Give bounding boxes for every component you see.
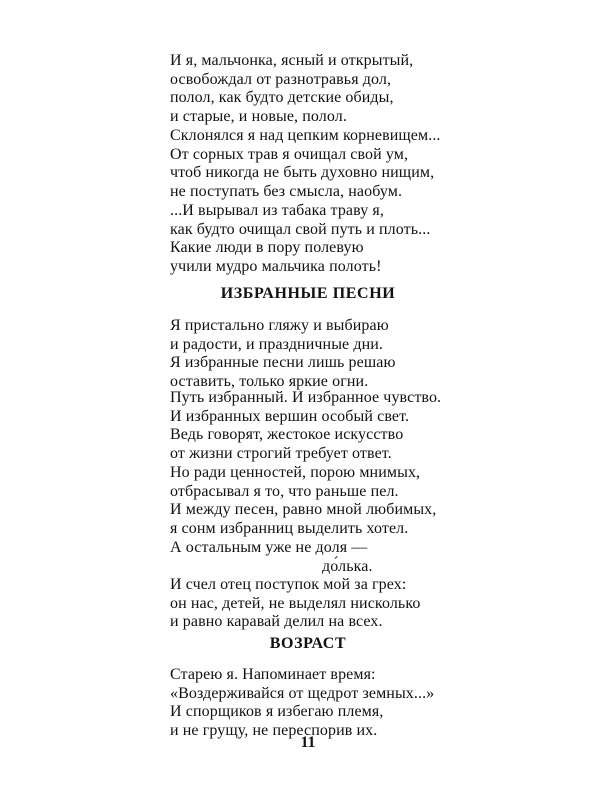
verse-line: от жизни строгий требует ответ.: [170, 444, 392, 462]
verse-line: Я пристально гляжу и выбираю: [170, 317, 389, 334]
verse-line: Ведь говорят, жестокое искусство: [170, 426, 404, 443]
verse-line: «Воздерживайся от щедрот земных...»: [170, 684, 435, 702]
verse-line: учили мудро мальчика полоть!: [170, 257, 382, 275]
verse-line: освобождал от разнотравья дол,: [170, 70, 392, 88]
poem-title: ВОЗРАСТ: [269, 635, 347, 652]
poem2-stanza-2: [170, 389, 470, 463]
poem3-stanza-1: [170, 666, 470, 740]
verse-line: он нас, детей, не выделял нисколько: [170, 594, 421, 612]
verse-line: Я избранные песни лишь решаю: [170, 354, 396, 371]
verse-line: не поступать без смысла, наобум.: [170, 182, 403, 200]
verse-line: И между песен, равно мной любимых,: [170, 501, 437, 518]
poem1-stanza-2: [170, 127, 470, 201]
page-number: 11: [300, 734, 316, 751]
verse-line: и старые, и новые, полол.: [170, 107, 347, 125]
verse-line: Склонялся я над цепким корневищем...: [170, 127, 441, 144]
poem1-stanza-3: [170, 202, 470, 276]
verse-line: И избранных вершин особый свет.: [170, 407, 410, 425]
verse-line: Какие люди в пору полевую: [170, 239, 364, 256]
verse-line: Но ради ценностей, порою мнимых,: [170, 464, 421, 481]
verse-line: От сорных трав я очищал свой ум,: [170, 145, 409, 163]
poem2-stanza-1: [170, 317, 470, 391]
verse-line: ...И вырывал из табака траву я,: [170, 202, 384, 219]
verse-line: А остальным уже не доля —: [170, 539, 368, 556]
verse-line: чтоб никогда не быть духовно нищим,: [170, 164, 435, 181]
verse-line: И я, мальчонка, ясный и открытый,: [170, 52, 414, 69]
verse-line: И спорщиков я избегаю племя,: [170, 703, 384, 720]
poem1-stanza-1: [170, 52, 470, 126]
poem2-stanza-4: [170, 539, 470, 632]
verse-line: полол, как будто детские обиды,: [170, 89, 394, 106]
verse-line: и не грущу, не переспорив их.: [170, 721, 378, 739]
verse-line: Путь избранный. И избранное чувство.: [170, 389, 442, 406]
verse-line: И счел отец поступок мой за грех:: [170, 576, 407, 593]
verse-line: как будто очищал свой путь и плоть...: [170, 220, 431, 238]
poem2-stanza-3: [170, 464, 470, 538]
verse-line: и радости, и праздничные дни.: [170, 335, 384, 353]
poem-title: ИЗБРАННЫЕ ПЕСНИ: [220, 285, 396, 302]
verse-line: оставить, только яркие огни.: [170, 372, 369, 390]
verse-line: отбрасывал я то, что раньше пел.: [170, 482, 399, 500]
verse-line-continuation: до́лька.: [322, 557, 373, 575]
verse-line: Старею я. Напоминает время:: [170, 666, 376, 683]
verse-line: и равно каравай делил на всех.: [170, 613, 383, 630]
verse-line: я сонм избранниц выделить хотел.: [170, 519, 409, 537]
